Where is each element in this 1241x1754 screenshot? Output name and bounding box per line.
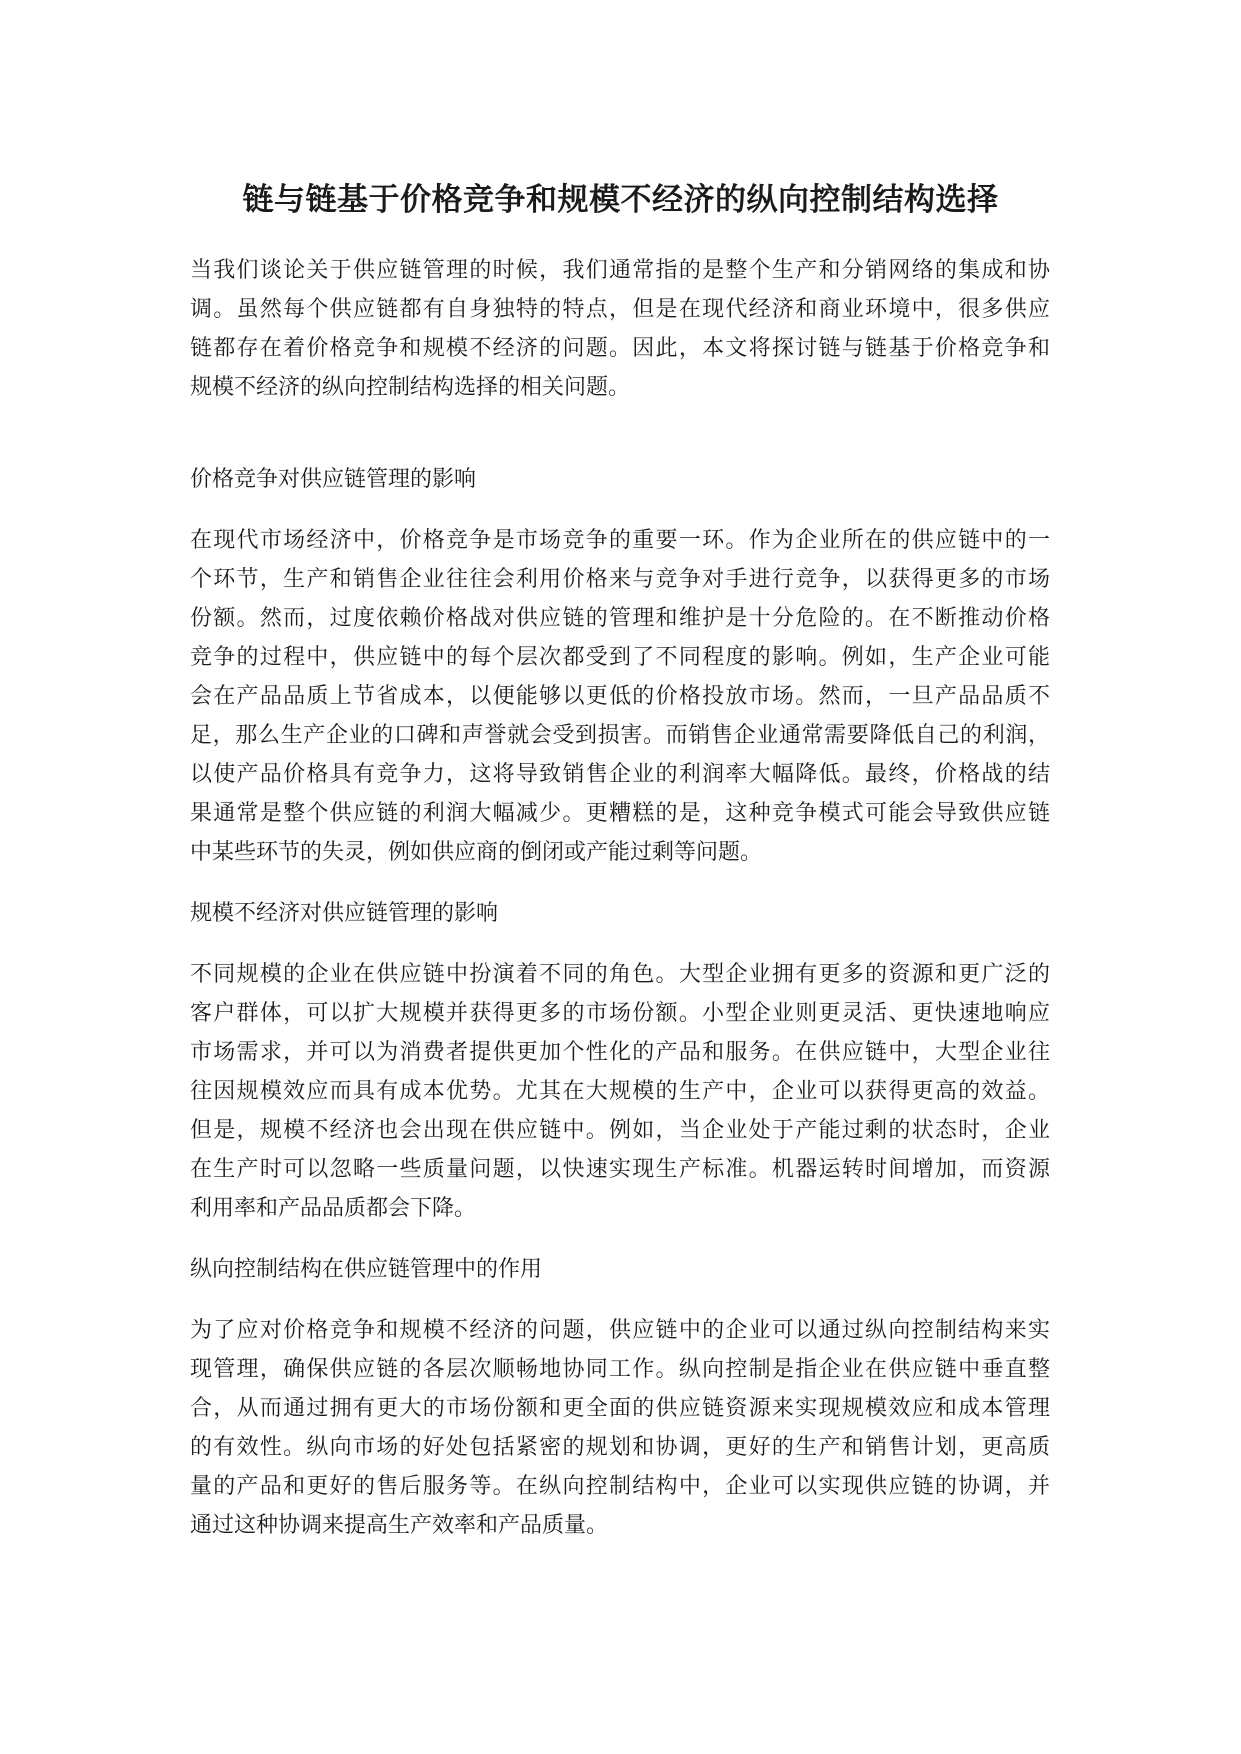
paragraph-line: 竞争的过程中，供应链中的每个层次都受到了不同程度的影响。例如，生产企业可能 bbox=[190, 645, 1050, 670]
section-heading: 价格竞争对供应链管理的影响 bbox=[190, 467, 477, 492]
section-heading: 纵向控制结构在供应链管理中的作用 bbox=[190, 1257, 543, 1282]
paragraph-line: 会在产品品质上节省成本，以便能够以更低的价格投放市场。然而，一旦产品品质不 bbox=[190, 684, 1050, 709]
paragraph-line: 现管理，确保供应链的各层次顺畅地协同工作。纵向控制是指企业在供应链中垂直整 bbox=[190, 1357, 1050, 1382]
paragraph-line: 的有效性。纵向市场的好处包括紧密的规划和协调，更好的生产和销售计划，更高质 bbox=[190, 1435, 1050, 1460]
paragraph-line: 合，从而通过拥有更大的市场份额和更全面的供应链资源来实现规模效应和成本管理 bbox=[190, 1396, 1050, 1421]
paragraph-line: 通过这种协调来提高生产效率和产品质量。 bbox=[190, 1513, 609, 1538]
intro-paragraph bbox=[190, 251, 1050, 407]
paragraph-line: 调。虽然每个供应链都有自身独特的特点，但是在现代经济和商业环境中，很多供应 bbox=[190, 297, 1050, 322]
paragraph-line: 市场需求，并可以为消费者提供更加个性化的产品和服务。在供应链中，大型企业往 bbox=[190, 1040, 1050, 1065]
paragraph-line: 在生产时可以忽略一些质量问题，以快速实现生产标准。机器运转时间增加，而资源 bbox=[190, 1157, 1050, 1182]
paragraph-line: 为了应对价格竞争和规模不经济的问题，供应链中的企业可以通过纵向控制结构来实 bbox=[190, 1318, 1050, 1343]
paragraph-line: 利用率和产品品质都会下降。 bbox=[190, 1196, 477, 1221]
paragraph-line: 在现代市场经济中，价格竞争是市场竞争的重要一环。作为企业所在的供应链中的一 bbox=[190, 528, 1050, 553]
paragraph-line: 以使产品价格具有竞争力，这将导致销售企业的利润率大幅降低。最终，价格战的结 bbox=[190, 762, 1050, 787]
paragraph-line: 量的产品和更好的售后服务等。在纵向控制结构中，企业可以实现供应链的协调，并 bbox=[190, 1474, 1050, 1499]
paragraph-line: 客户群体，可以扩大规模并获得更多的市场份额。小型企业则更灵活、更快速地响应 bbox=[190, 1001, 1050, 1026]
paragraph-line: 份额。然而，过度依赖价格战对供应链的管理和维护是十分危险的。在不断推动价格 bbox=[190, 606, 1050, 631]
paragraph-line: 足，那么生产企业的口碑和声誉就会受到损害。而销售企业通常需要降低自己的利润， bbox=[190, 723, 1050, 748]
paragraph-line: 往因规模效应而具有成本优势。尤其在大规模的生产中，企业可以获得更高的效益。 bbox=[190, 1079, 1050, 1104]
section-heading: 规模不经济对供应链管理的影响 bbox=[190, 901, 499, 926]
paragraph-line: 当我们谈论关于供应链管理的时候，我们通常指的是整个生产和分销网络的集成和协 bbox=[190, 258, 1050, 283]
paragraph-line: 果通常是整个供应链的利润大幅减少。更糟糕的是，这种竞争模式可能会导致供应链 bbox=[190, 801, 1050, 826]
paragraph-line: 但是，规模不经济也会出现在供应链中。例如，当企业处于产能过剩的状态时，企业 bbox=[190, 1118, 1050, 1143]
section-paragraph bbox=[190, 1311, 1050, 1545]
paragraph-line: 不同规模的企业在供应链中扮演着不同的角色。大型企业拥有更多的资源和更广泛的 bbox=[190, 962, 1050, 987]
paragraph-line: 个环节，生产和销售企业往往会利用价格来与竞争对手进行竞争，以获得更多的市场 bbox=[190, 567, 1050, 592]
section-paragraph bbox=[190, 521, 1050, 872]
paragraph-line: 规模不经济的纵向控制结构选择的相关问题。 bbox=[190, 375, 631, 400]
document-title: 链与链基于价格竞争和规模不经济的纵向控制结构选择 bbox=[242, 182, 999, 218]
section-paragraph bbox=[190, 955, 1050, 1228]
paragraph-line: 中某些环节的失灵，例如供应商的倒闭或产能过剩等问题。 bbox=[190, 840, 763, 865]
paragraph-line: 链都存在着价格竞争和规模不经济的问题。因此，本文将探讨链与链基于价格竞争和 bbox=[190, 336, 1050, 361]
